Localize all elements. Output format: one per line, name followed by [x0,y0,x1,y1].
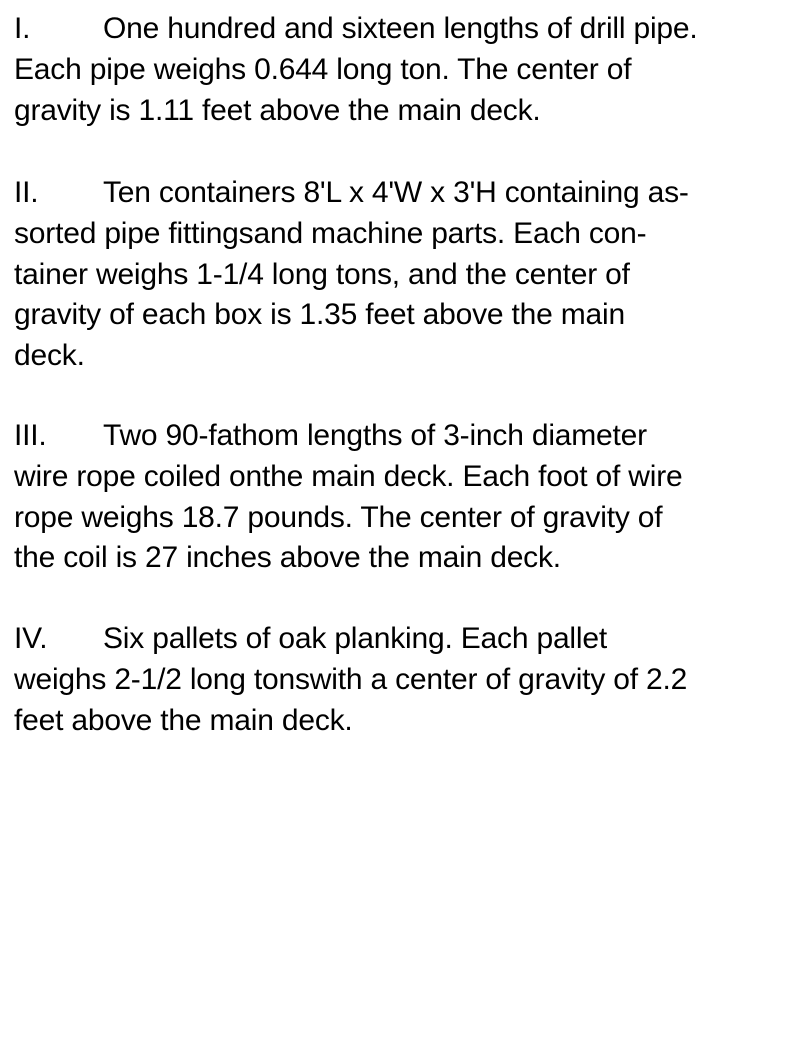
item-first-line [14,416,798,457]
item-text-line: feet above the main deck. [14,703,353,737]
item-text-line: gravity is 1.11 feet above the main deck. [14,93,541,127]
item-text-line: sorted pipe fittingsand machine parts. Each con- [14,216,647,250]
item-text-line: the coil is 27 inches above the main deck. [14,541,561,575]
cargo-item-1 [14,9,798,131]
item-numeral: II. [14,176,39,209]
item-first-line [14,173,798,214]
cargo-item-3 [14,416,798,579]
item-heading-text: One hundred and sixteen lengths of drill pipe. [103,12,698,45]
item-numeral: IV. [14,622,48,655]
cargo-item-4 [14,619,798,741]
cargo-item-2 [14,173,798,377]
item-text-line: weighs 2-1/2 long tonswith a center of gravity of 2.2 [14,662,688,696]
item-text-line: deck. [14,339,85,373]
item-numeral: I. [14,12,31,45]
item-text-line: Each pipe weighs 0.644 long ton. The center of [14,52,632,86]
item-text-line: tainer weighs 1-1/4 long tons, and the center of [14,257,630,291]
item-text-line: rope weighs 18.7 pounds. The center of gravity of [14,500,663,534]
item-text-line: wire rope coiled onthe main deck. Each foot of wire [14,459,683,493]
item-first-line [14,9,798,50]
item-first-line [14,619,798,660]
item-heading-text: Two 90-fathom lengths of 3-inch diameter [103,419,647,452]
item-numeral: III. [14,419,47,452]
item-text-line: gravity of each box is 1.35 feet above the main [14,298,625,332]
item-heading-text: Ten containers 8'L x 4'W x 3'H containing as- [103,176,689,209]
item-heading-text: Six pallets of oak planking. Each pallet [103,622,607,655]
